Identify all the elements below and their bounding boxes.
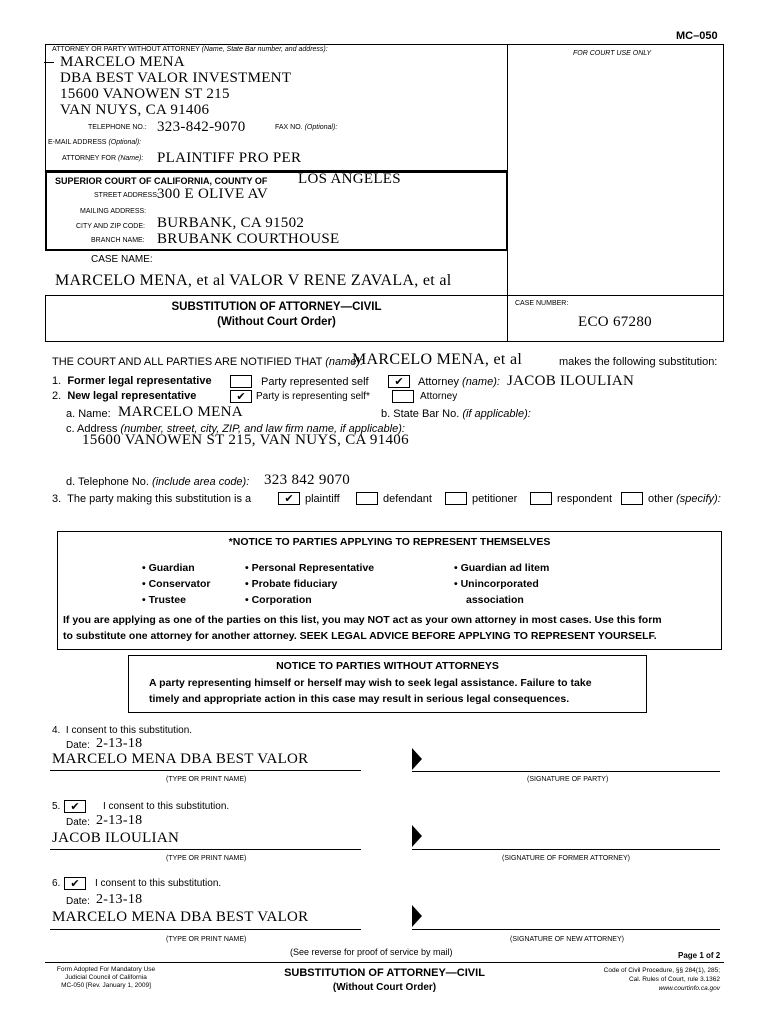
notice-col3: • Guardian ad litem • Unincorporated association <box>454 562 550 606</box>
defendant-checkbox[interactable] <box>356 492 378 505</box>
d-label: d. Telephone No. (include area code): <box>66 476 250 488</box>
see-reverse: (See reverse for proof of service by mail) <box>290 947 453 957</box>
item1: 1. Former legal representative <box>52 375 212 387</box>
consent5-checkbox[interactable]: ✔ <box>64 800 86 813</box>
footer-adopted: Form Adopted For Mandatory Use Judicial Council of California MC-050 [Rev. January 1, 2009] <box>56 966 156 989</box>
former-self-label: Party represented self <box>261 376 369 388</box>
party-name[interactable]: MARCELO MENA <box>60 54 185 70</box>
court-title: SUPERIOR COURT OF CALIFORNIA, COUNTY OF <box>55 176 268 186</box>
court-use-label: FOR COURT USE ONLY <box>573 50 652 57</box>
signature-arrow-icon <box>412 905 422 927</box>
consent5-date-label: Date: <box>66 817 90 828</box>
city-label: CITY AND ZIP CODE: <box>76 223 145 230</box>
consent5-num: 5. <box>52 801 61 812</box>
mailing-label: MAILING ADDRESS: <box>80 208 147 215</box>
notice-self-body1: If you are applying as one of the parties on this list, you may NOT act as your own attorney in most cases. Use this form <box>63 614 662 626</box>
footer-code: Code of Civil Procedure, §§ 284(1), 285; Cal. Rules of Court, rule 3.1362 www.courtinfo.ca.gov <box>560 966 720 993</box>
consent6-name-line <box>50 929 361 930</box>
notice-suffix: makes the following substitution: <box>559 356 718 368</box>
consent6-right-cap: (SIGNATURE OF NEW ATTORNEY) <box>510 936 624 943</box>
email-label: E-MAIL ADDRESS (Optional): <box>48 139 142 146</box>
petitioner-checkbox[interactable] <box>445 492 467 505</box>
consent6-text: I consent to this substitution. <box>95 878 222 889</box>
a-label: a. Name: <box>66 408 111 420</box>
consent5-name-line <box>50 849 361 850</box>
c-label: c. Address (number, street, city, ZIP, and law firm name, if applicable): <box>66 423 405 435</box>
notice-prefix: THE COURT AND ALL PARTIES ARE NOTIFIED THAT (name): <box>52 356 364 368</box>
consent4-left-cap: (TYPE OR PRINT NAME) <box>166 776 247 783</box>
former-attorney-name[interactable]: JACOB ILOULIAN <box>507 373 635 389</box>
form-title: SUBSTITUTION OF ATTORNEY—CIVIL <box>171 301 382 313</box>
respondent-checkbox[interactable] <box>530 492 552 505</box>
court-city-field[interactable]: BURBANK, CA 91502 <box>157 215 305 231</box>
attorney-for-field[interactable]: PLAINTIFF PRO PER <box>157 150 302 166</box>
branch-field[interactable]: BRUBANK COURTHOUSE <box>157 231 340 247</box>
new-attorney-label: Attorney <box>420 391 458 402</box>
former-attorney-checkbox[interactable]: ✔ <box>388 375 410 388</box>
consent6-name[interactable]: MARCELO MENA DBA BEST VALOR <box>52 909 309 925</box>
plaintiff-checkbox[interactable]: ✔ <box>278 492 300 505</box>
new-self-label: Party is representing self* <box>256 391 370 402</box>
consent6-left-cap: (TYPE OR PRINT NAME) <box>166 936 247 943</box>
consent4-sign-line[interactable] <box>412 771 720 772</box>
consent6-sign-line[interactable] <box>412 929 720 930</box>
petitioner-label: petitioner <box>472 493 518 505</box>
d-phone-field[interactable]: 323 842 9070 <box>264 472 351 488</box>
new-attorney-checkbox[interactable] <box>392 390 414 403</box>
defendant-label: defendant <box>383 493 432 505</box>
consent5-right-cap: (SIGNATURE OF FORMER ATTORNEY) <box>502 855 630 862</box>
notice-self-body2: to substitute one attorney for another attorney. SEEK LEGAL ADVICE BEFORE APPLYING TO REPRESENT YOURSELF. <box>63 630 657 642</box>
form-id: MC–050 <box>676 30 718 42</box>
case-number-label: CASE NUMBER: <box>515 300 569 307</box>
consent6-date-label: Date: <box>66 896 90 907</box>
consent5-date[interactable]: 2-13-18 <box>96 813 143 828</box>
court-street-field[interactable]: 300 E OLIVE AV <box>157 186 269 202</box>
party-dba[interactable]: DBA BEST VALOR INVESTMENT <box>60 70 292 86</box>
consent5-text: I consent to this substitution. <box>103 801 230 812</box>
county-field[interactable]: LOS ANGELES <box>298 171 401 187</box>
dash-mark <box>44 62 54 63</box>
consent4-name-line <box>50 770 361 771</box>
fax-label: FAX NO. (Optional): <box>275 124 338 131</box>
consent4-text: 4. I consent to this substitution. <box>52 725 193 736</box>
consent5-name[interactable]: JACOB ILOULIAN <box>52 830 180 846</box>
attorney-label: ATTORNEY OR PARTY WITHOUT ATTORNEY (Name, State Bar number, and address): <box>52 46 328 53</box>
consent4-right-cap: (SIGNATURE OF PARTY) <box>527 776 609 783</box>
telephone-field[interactable]: 323-842-9070 <box>157 119 246 135</box>
former-attorney-label: Attorney (name): <box>418 376 500 388</box>
footer-rule <box>45 962 724 963</box>
footer-site[interactable]: www.courtinfo.ca.gov <box>658 985 720 992</box>
plaintiff-label: plaintiff <box>305 493 340 505</box>
footer-title: SUBSTITUTION OF ATTORNEY—CIVIL <box>284 967 485 979</box>
other-checkbox[interactable] <box>621 492 643 505</box>
notice-without-body2: timely and appropriate action in this case may result in serious legal consequences. <box>149 693 570 705</box>
other-label: other (specify): <box>648 493 721 505</box>
branch-label: BRANCH NAME: <box>91 237 145 244</box>
notice-without-title: NOTICE TO PARTIES WITHOUT ATTORNEYS <box>276 660 499 672</box>
consent6-checkbox[interactable]: ✔ <box>64 877 86 890</box>
consent5-sign-line[interactable] <box>412 849 720 850</box>
new-self-checkbox[interactable]: ✔ <box>230 390 252 403</box>
court-use-box <box>507 44 724 296</box>
notice-without-body1: A party representing himself or herself may wish to seek legal assistance. Failure to take <box>149 677 592 689</box>
notice-col1: • Guardian • Conservator • Trustee <box>142 562 211 606</box>
signature-arrow-icon <box>412 748 422 770</box>
telephone-label: TELEPHONE NO.: <box>88 124 147 131</box>
c-address-field[interactable]: 15600 VANOWEN ST 215, VAN NUYS, CA 91406 <box>82 432 409 448</box>
party-street[interactable]: 15600 VANOWEN ST 215 <box>60 86 230 102</box>
page-number: Page 1 of 2 <box>678 951 721 960</box>
b-label: b. State Bar No. (if applicable): <box>381 408 531 420</box>
consent4-name[interactable]: MARCELO MENA DBA BEST VALOR <box>52 751 309 767</box>
item3-label: 3. The party making this substitution is a <box>52 493 252 505</box>
party-city[interactable]: VAN NUYS, CA 91406 <box>60 102 210 118</box>
notice-name-field[interactable]: MARCELO MENA, et al <box>352 351 523 368</box>
attorney-for-label: ATTORNEY FOR (Name): <box>62 155 144 162</box>
signature-arrow-icon <box>412 825 422 847</box>
notice-self-title: *NOTICE TO PARTIES APPLYING TO REPRESENT THEMSELVES <box>228 536 551 548</box>
case-number-field[interactable]: ECO 67280 <box>578 314 652 330</box>
item2: 2. New legal representative <box>52 390 197 402</box>
a-name-field[interactable]: MARCELO MENA <box>118 404 243 420</box>
street-label: STREET ADDRESS: <box>94 192 159 199</box>
consent6-num: 6. <box>52 878 61 889</box>
consent5-left-cap: (TYPE OR PRINT NAME) <box>166 855 247 862</box>
consent4-date-label: Date: <box>66 740 90 751</box>
form-subtitle: (Without Court Order) <box>217 316 336 328</box>
notice-col2: • Personal Representative • Probate fiduciary • Corporation <box>245 562 375 606</box>
consent6-date[interactable]: 2-13-18 <box>96 892 143 907</box>
respondent-label: respondent <box>557 493 613 505</box>
case-name-field[interactable]: MARCELO MENA, et al VALOR V RENE ZAVALA, et al <box>55 272 452 289</box>
footer-subtitle: (Without Court Order) <box>332 982 437 993</box>
case-name-label: CASE NAME: <box>91 254 153 265</box>
consent4-date[interactable]: 2-13-18 <box>96 736 143 751</box>
former-self-checkbox[interactable] <box>230 375 252 388</box>
